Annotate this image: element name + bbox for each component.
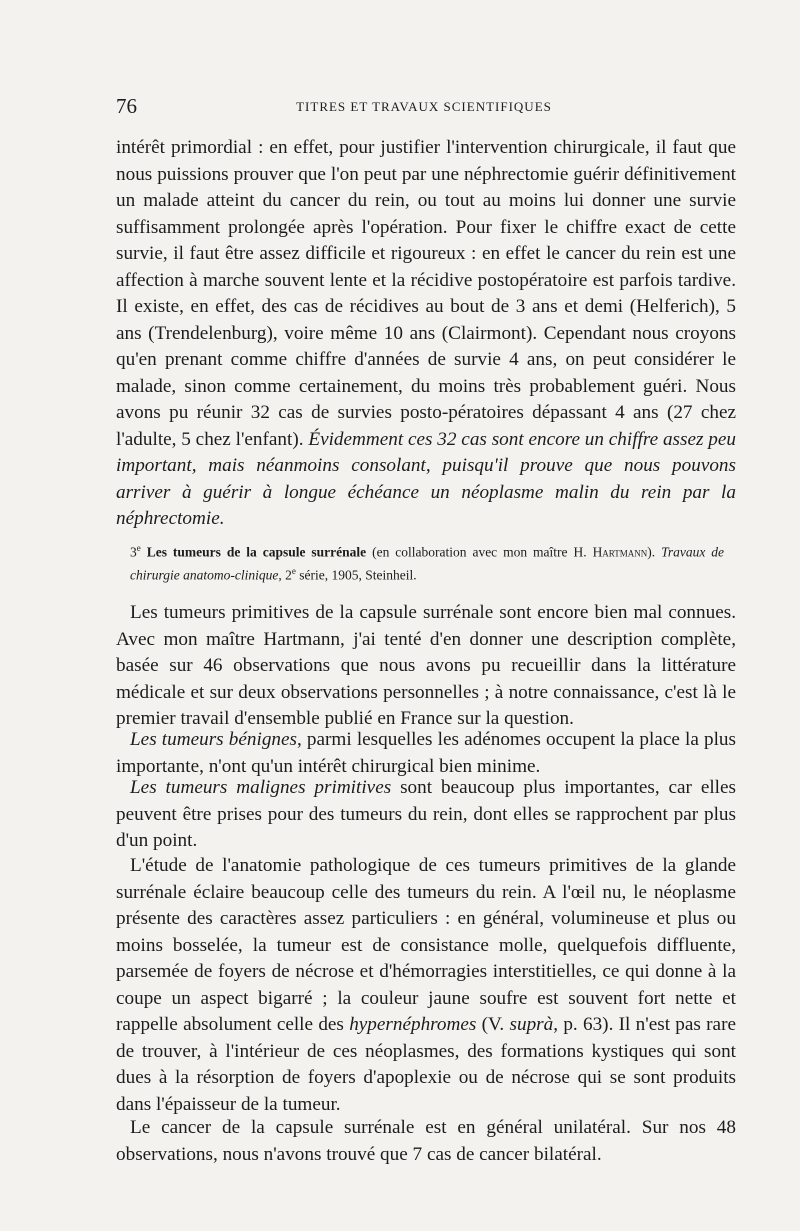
paragraph-survival-text: intérêt primordial : en effet, pour justifier l'intervention chirurgicale, il faut que nous puissions prouver que l'on peut par une néphrectomie guérir définitivement un malade atteint du cancer du rein, ou tout au moins lui donner une survie suffisamment prolongée après l'opération. Pour fixer le chiffre exact de cette survie, il faut être assez difficile et rigoureux : en effet le cancer du rein est une affection à marche souvent lente et la récidive postopératoire est parfois tardive. Il existe, en effet, des cas de récidives au bout de 3 ans et demi (Helferich), 5 ans (Trendelenburg), voire même 10 ans (Clairmont). Cependant nous croyons qu'en prenant comme chiffre d'années de survie 4 ans, on peut considérer le malade, sinon comme certainement, du moins très probablement guéri. Nous avons pu réunir 32 cas de survies posto-pératoires dépassant 4 ans (27 chez l'adulte, 5 chez l'enfant).	[116, 137, 736, 450]
paragraph-malignant	[116, 775, 736, 855]
section-number-suffix: e	[136, 543, 141, 553]
anatomy-part1: L'étude de l'anatomie pathologique de ces tumeurs primitives de la glande surrénale éclaire beaucoup celle des tumeurs du rein. A l'œil nu, le néoplasme présente des caractères assez particuliers : en général, volumineuse et plus ou moins bosselée, la tumeur est de consistance molle, quelquefois diffluente, parsemée de foyers de nécrose et d'hémorragies interstitielles, ce qui donne à la coupe un aspect bigarré ; la couleur jaune soufre est souvent fort nette et rappelle absolument celle des	[116, 855, 736, 1035]
paragraph-intro: Les tumeurs primitives de la capsule surrénale sont encore bien mal connues. Avec mon maître Hartmann, j'ai tenté d'en donner une description complète, basée sur 46 observations que nous avons pu recueillir dans la littérature médicale et sur deux observations personnelles ; à notre connaissance, c'est là le premier travail d'ensemble publié en France sur la question.	[116, 602, 736, 729]
section-note-after: ).	[647, 544, 662, 560]
section-number: 3	[130, 544, 137, 560]
page-header	[116, 94, 732, 124]
anatomy-italic1: hypernéphromes	[349, 1014, 477, 1035]
section-author: Hartmann	[592, 544, 648, 560]
section-title: Les tumeurs de la capsule surrénale	[146, 544, 367, 560]
malignant-text: sont beaucoup plus importantes, car elles peuvent être prises pour des tumeurs du rein, dont elles se rapprochent par plus d'un point.	[116, 777, 736, 851]
running-title: TITRES ET TRAVAUX SCIENTIFIQUES	[296, 99, 552, 114]
section-note-before: (en collaboration avec mon maître H.	[372, 544, 593, 560]
section-tail: série, 1905, Steinheil.	[295, 567, 417, 582]
anatomy-part2: (V.	[476, 1014, 510, 1035]
benign-text: , parmi lesquelles les adénomes occupent la place la plus importante, n'ont qu'un intérêt chirurgical bien minime.	[116, 729, 736, 777]
section-series-number: 2	[285, 567, 292, 582]
section-heading: 3e Les tumeurs de la capsule surrénale (en collaboration avec mon maître H. Hartmann). Travaux de chirurgie anatomo-clinique, 2e série, 1905, Steinheil.	[130, 543, 725, 582]
paragraph-benign	[116, 727, 736, 780]
anatomy-part3: , p. 63). Il n'est pas rare de trouver, à l'intérieur de ces néoplasmes, des formations kystiques qui sont dues à la résorption de foyers d'apoplexie ou de nécrose qui se sont produits dans l'épaisseur de la tumeur.	[116, 1014, 736, 1115]
anatomy-italic2: suprà	[509, 1014, 554, 1035]
paragraph-anatomy	[116, 853, 736, 1118]
paragraph-bilateral: Le cancer de la capsule surrénale est en général unilatéral. Sur nos 48 observations, nous n'avons trouvé que 7 cas de cancer bilatéral.	[116, 1117, 736, 1165]
page-number: 76	[116, 94, 137, 118]
paragraph-survival-italic: Évidemment ces 32 cas sont encore un chiffre assez peu important, mais néanmoins consolant, puisqu'il prouve que nous pouvons arriver à guérir à longue échéance un néoplasme malin du rein par la néphrectomie.	[116, 428, 736, 529]
malignant-italic: Les tumeurs malignes primitives	[130, 777, 392, 798]
section-journal: Travaux de chirurgie anatomo-clinique	[130, 544, 725, 582]
benign-italic: Les tumeurs bénignes	[130, 729, 297, 750]
section-series-suffix: e	[291, 565, 296, 576]
paragraph-survival	[116, 135, 736, 533]
